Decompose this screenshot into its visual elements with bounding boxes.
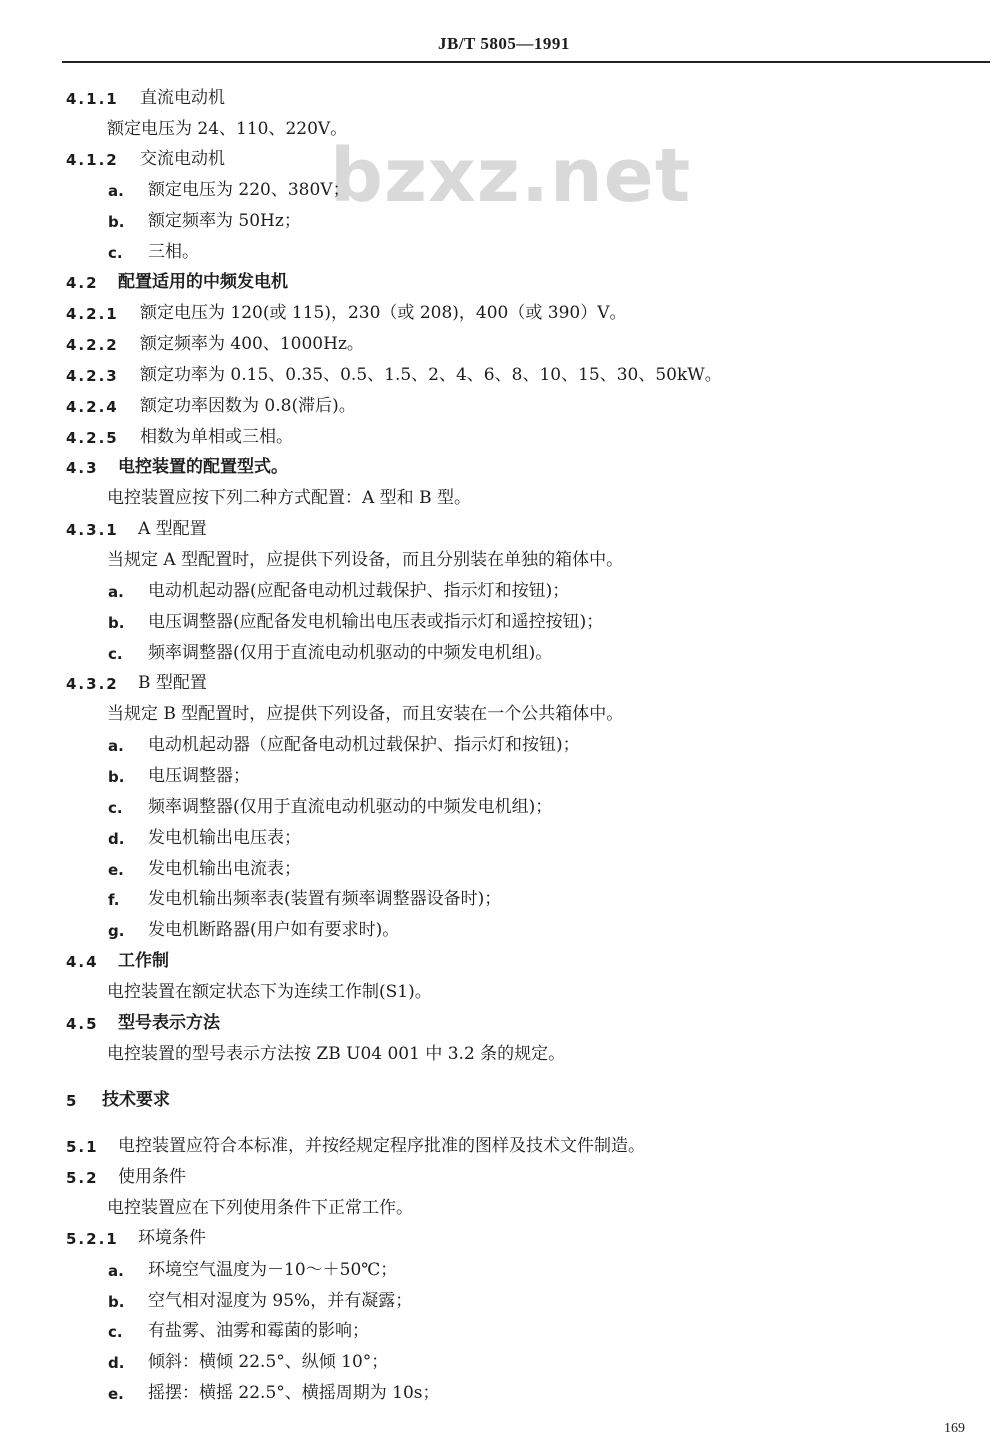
section-heading: 型号表示方法	[118, 1013, 220, 1033]
list-item: 发电机断路器(用户如有要求时)。	[148, 920, 400, 940]
clause-number: 4.2	[66, 274, 99, 292]
section-heading: 工作制	[118, 951, 169, 971]
list-item: 发电机输出电压表；	[148, 828, 301, 848]
section-heading: 配置适用的中频发电机	[118, 272, 288, 292]
clause-number: 4.3.1	[66, 521, 119, 539]
list-letter: b.	[108, 768, 125, 786]
clause-number: 4.1.1	[66, 90, 119, 108]
paragraph: 电控装置的型号表示方法按 ZB U04 001 中 3.2 条的规定。	[107, 1044, 566, 1064]
clause-number: 5.2.1	[66, 1230, 119, 1248]
section-heading: 技术要求	[102, 1090, 170, 1110]
list-letter: e.	[108, 861, 124, 879]
list-letter: d.	[108, 830, 125, 848]
list-letter: c.	[108, 1323, 123, 1341]
list-item: 空气相对湿度为 95%，并有凝露；	[148, 1291, 413, 1311]
list-letter: e.	[108, 1385, 124, 1403]
standard-code: JB/T 5805—1991	[438, 34, 570, 53]
list-item: 环境空气温度为－10～＋50℃；	[148, 1260, 398, 1280]
clause-number: 4.1.2	[66, 151, 119, 169]
list-letter: c.	[108, 244, 123, 262]
clause-number: 4.2.5	[66, 429, 119, 447]
list-item: 有盐雾、油雾和霉菌的影响；	[148, 1321, 369, 1341]
clause-number: 4.5	[66, 1015, 99, 1033]
clause-number: 4.4	[66, 953, 99, 971]
clause-number: 4.3.2	[66, 675, 119, 693]
clause-number: 5.2	[66, 1169, 99, 1187]
clause-text: 额定频率为 400、1000Hz。	[140, 334, 364, 354]
list-letter: b.	[108, 614, 125, 632]
list-letter: a.	[108, 583, 124, 601]
paragraph: 当规定 B 型配置时，应提供下列设备，而且安装在一个公共箱体中。	[107, 704, 624, 724]
list-item: 频率调整器(仅用于直流电动机驱动的中频发电机组)；	[148, 797, 553, 817]
list-letter: c.	[108, 799, 123, 817]
list-item: 三相。	[148, 242, 199, 262]
clause-number: 4.3	[66, 459, 99, 477]
section-heading: 电控装置的配置型式。	[118, 457, 288, 477]
paragraph: 电控装置应在下列使用条件下正常工作。	[107, 1198, 413, 1218]
clause-text: B 型配置	[138, 673, 207, 693]
list-item: 发电机输出频率表(装置有频率调整器设备时)；	[148, 889, 502, 909]
list-item: 额定频率为 50Hz；	[148, 211, 301, 231]
clause-text: 额定功率为 0.15、0.35、0.5、1.5、2、4、6、8、10、15、30、50kW。	[140, 365, 722, 385]
page-number: 169	[944, 1421, 965, 1436]
clause-text: 额定电压为 120(或 115)，230（或 208)，400（或 390）V。	[140, 303, 627, 323]
clause-number: 5.1	[66, 1138, 99, 1156]
list-item: 倾斜：横倾 22.5°、纵倾 10°；	[148, 1352, 389, 1372]
list-letter: f.	[108, 891, 120, 909]
list-letter: g.	[108, 922, 125, 940]
header-rule	[62, 61, 990, 63]
list-letter: c.	[108, 645, 123, 663]
list-item: 频率调整器(仅用于直流电动机驱动的中频发电机组)。	[148, 643, 553, 663]
list-letter: a.	[108, 1262, 124, 1280]
clause-number: 5	[66, 1092, 79, 1110]
clause-number: 4.2.4	[66, 398, 119, 416]
clause-number: 4.2.3	[66, 367, 119, 385]
clause-text: 使用条件	[118, 1167, 186, 1187]
clause-text: 相数为单相或三相。	[140, 427, 293, 447]
list-item: 电压调整器(应配备发电机输出电压表或指示灯和遥控按钮)；	[148, 612, 604, 632]
paragraph: 电控装置在额定状态下为连续工作制(S1)。	[107, 982, 432, 1002]
list-letter: a.	[108, 737, 124, 755]
clause-text: 环境条件	[138, 1228, 206, 1248]
clause-text: 交流电动机	[140, 149, 225, 169]
clause-text: 直流电动机	[140, 88, 225, 108]
watermark: bzxz.net	[330, 133, 692, 219]
list-item: 摇摆：横摇 22.5°、横摇周期为 10s；	[148, 1383, 440, 1403]
list-letter: b.	[108, 1293, 125, 1311]
clause-number: 4.2.2	[66, 336, 119, 354]
paragraph: 额定电压为 24、110、220V。	[107, 119, 348, 139]
list-letter: d.	[108, 1354, 125, 1372]
clause-text: A 型配置	[138, 519, 207, 539]
clause-number: 4.2.1	[66, 305, 119, 323]
list-item: 发电机输出电流表；	[148, 859, 301, 879]
clause-text: 电控装置应符合本标准，并按经规定程序批准的图样及技术文件制造。	[118, 1136, 645, 1156]
list-item: 额定电压为 220、380V；	[148, 180, 350, 200]
clause-text: 额定功率因数为 0.8(滞后)。	[140, 396, 356, 416]
page-header	[0, 34, 1000, 64]
list-letter: b.	[108, 213, 125, 231]
list-letter: a.	[108, 182, 124, 200]
paragraph: 电控装置应按下列二种方式配置：A 型和 B 型。	[107, 488, 471, 508]
list-item: 电压调整器；	[148, 766, 250, 786]
paragraph: 当规定 A 型配置时，应提供下列设备，而且分别装在单独的箱体中。	[107, 550, 624, 570]
list-item: 电动机起动器（应配备电动机过载保护、指示灯和按钮)；	[148, 735, 580, 755]
list-item: 电动机起动器(应配备电动机过载保护、指示灯和按钮)；	[148, 581, 570, 601]
